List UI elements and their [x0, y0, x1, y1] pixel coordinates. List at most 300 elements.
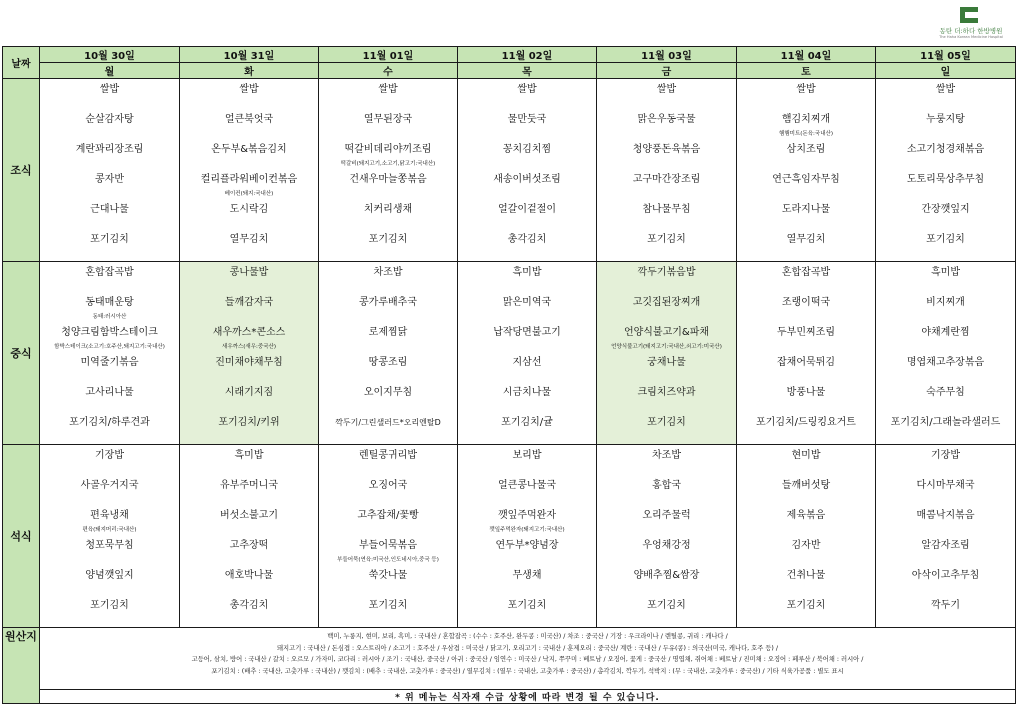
dish-name: 쌀밥 — [517, 84, 537, 95]
menu-cell — [458, 445, 597, 628]
dish-name: 김자반 — [791, 540, 821, 551]
dish-origin-note: 깻잎주먹완자(돼지고기:국내산) — [489, 527, 565, 533]
weekday-header-row — [3, 63, 1016, 79]
menu-item — [181, 139, 317, 169]
menu-item — [181, 382, 317, 412]
dish-name: 로제찜닭 — [368, 327, 408, 338]
menu-item — [738, 262, 874, 292]
dish-name: 온두부&볶음김치 — [211, 144, 287, 155]
date-header: 11월 03일 — [597, 47, 737, 63]
menu-item — [181, 229, 317, 259]
menu-item — [877, 139, 1014, 169]
menu-item — [320, 169, 456, 199]
dish-name: 포기김치/키위 — [218, 417, 280, 428]
dish-name: 기장밥 — [95, 450, 124, 461]
dish-name: 얼큰콩나물국 — [498, 480, 556, 491]
menu-item — [320, 79, 456, 109]
menu-item — [877, 79, 1014, 109]
dish-name: 지삼선 — [512, 357, 542, 368]
dish-name: 쑥갓나물 — [368, 570, 408, 581]
menu-item — [459, 595, 595, 625]
dish-name: 편육냉채 — [90, 510, 129, 521]
dish-name: 쌀밥 — [656, 84, 677, 95]
dish-name: 소고기청경채볶음 — [906, 144, 985, 155]
dish-name: 쌀밥 — [239, 84, 259, 95]
menu-item — [459, 535, 595, 565]
menu-cell — [876, 445, 1016, 628]
dish-name: 컬리플라워베이컨볶음 — [200, 174, 298, 185]
menu-cell — [737, 262, 876, 445]
dish-name: 누룽지탕 — [926, 114, 965, 125]
menu-item — [877, 565, 1014, 595]
menu-item — [598, 292, 735, 322]
menu-item — [320, 595, 456, 625]
origin-info — [40, 628, 1015, 677]
dish-name: 차조밥 — [373, 267, 403, 278]
menu-item — [738, 139, 874, 169]
dish-name: 시래기지짐 — [224, 387, 274, 398]
menu-item — [459, 505, 595, 535]
dish-name: 오징어국 — [368, 480, 408, 491]
dish-name: 청포묵무침 — [85, 540, 134, 551]
menu-item — [181, 169, 317, 199]
dish-name: 고추장떡 — [229, 540, 269, 551]
menu-item — [181, 352, 317, 382]
menu-item — [41, 505, 178, 535]
menu-cell — [40, 262, 180, 445]
dish-name: 알감자조림 — [921, 540, 970, 551]
menu-item — [598, 322, 735, 352]
lunch-label: 중식 — [3, 262, 40, 445]
menu-item — [41, 352, 178, 382]
menu-item — [181, 262, 317, 292]
menu-cell — [180, 79, 319, 262]
menu-item — [459, 445, 595, 475]
menu-item — [41, 535, 178, 565]
dish-name: 포기김치 — [507, 600, 547, 611]
dish-name: 보리밥 — [512, 450, 542, 461]
dish-name: 두부민찌조림 — [777, 327, 835, 338]
dish-name: 흑미밥 — [512, 267, 542, 278]
dish-name: 버섯소불고기 — [220, 510, 278, 521]
menu-item — [738, 322, 874, 352]
menu-item — [598, 229, 735, 259]
dish-name: 부들어묵볶음 — [359, 540, 417, 551]
menu-item — [181, 412, 317, 442]
menu-item — [598, 199, 735, 229]
dish-name: 포기김치 — [90, 600, 129, 611]
menu-item — [181, 292, 317, 322]
dish-name: 포기김치 — [90, 234, 129, 245]
menu-item — [877, 352, 1014, 382]
menu-item — [738, 229, 874, 259]
menu-item — [459, 475, 595, 505]
dish-name: 고추잡채/꽃빵 — [357, 510, 419, 521]
dish-name: 근대나물 — [90, 204, 129, 215]
dish-name: 숙주무침 — [926, 387, 965, 398]
menu-item — [41, 262, 178, 292]
menu-cell — [597, 262, 737, 445]
menu-item — [877, 262, 1014, 292]
weekday-header: 월 — [40, 63, 180, 79]
dish-name: 콩가루배추국 — [359, 297, 417, 308]
menu-item — [41, 565, 178, 595]
dish-name: 계란꽈리장조림 — [75, 144, 144, 155]
menu-item — [320, 109, 456, 139]
dish-name: 건취나물 — [786, 570, 826, 581]
menu-item — [41, 475, 178, 505]
menu-item — [459, 382, 595, 412]
menu-item — [598, 262, 735, 292]
breakfast-row — [3, 79, 1016, 262]
origin-line: 포기김치 : (배추 : 국내산, 고춧가루 : 국내산) / 깻김치 : (배추 : 국내산, 고춧가루 : 중국산) / 열무김치 : (열무 : 국내산, 고춧가루 : 중국산) / 총각김치, 깍두기, 석박지 : (무 : 국내산, 고춧가루 : 중국산) / 기타 식육가공품 : 별도 표시 — [211, 667, 844, 675]
dish-name: 건새우마늘쫑볶음 — [349, 174, 427, 185]
dish-name: 비지찌개 — [926, 297, 965, 308]
date-header: 10월 31일 — [180, 47, 319, 63]
dish-name: 연근흑임자무침 — [772, 174, 840, 185]
dish-name: 렌틸콩귀리밥 — [359, 450, 417, 461]
menu-item — [598, 382, 735, 412]
dish-name: 명엽채고추장볶음 — [906, 357, 985, 368]
dish-origin-note: 언양식불고기(돼지고기:국내산,쇠고기:미국산) — [611, 344, 722, 350]
dish-name: 기장밥 — [931, 450, 960, 461]
dish-name: 얼큰북엇국 — [224, 114, 274, 125]
origin-row — [3, 628, 1016, 690]
dish-name: 홍합국 — [652, 480, 681, 491]
menu-item — [41, 109, 178, 139]
menu-item — [459, 292, 595, 322]
dish-name: 깍두기/그린샐러드*오리엔탈D — [335, 418, 441, 427]
menu-item — [41, 169, 178, 199]
menu-item — [877, 412, 1014, 442]
menu-item — [320, 535, 456, 565]
date-corner-label: 날짜 — [3, 47, 40, 79]
dish-name: 총각김치 — [229, 600, 269, 611]
origin-label: 원산지 — [3, 628, 40, 704]
menu-item — [877, 169, 1014, 199]
dish-name: 열무김치 — [229, 234, 269, 245]
dish-name: 진미채야채무침 — [215, 357, 283, 368]
dish-name: 포기김치/그래놀라샐러드 — [890, 417, 1001, 428]
dish-name: 미역줄기볶음 — [80, 357, 139, 368]
date-header: 11월 04일 — [737, 47, 876, 63]
dish-name: 포기김치 — [368, 234, 408, 245]
dish-name: 참나물무침 — [642, 204, 691, 215]
menu-item — [320, 565, 456, 595]
menu-item — [181, 79, 317, 109]
dish-name: 새우까스*콘소스 — [212, 327, 286, 338]
dish-name: 흑미밥 — [931, 267, 960, 278]
dish-name: 아삭이고추무침 — [911, 570, 980, 581]
menu-item — [738, 565, 874, 595]
menu-item — [598, 352, 735, 382]
menu-item — [41, 292, 178, 322]
dish-name: 들깨버섯탕 — [781, 480, 831, 491]
date-header: 11월 01일 — [319, 47, 458, 63]
dish-name: 쌀밥 — [99, 84, 120, 95]
menu-item — [738, 199, 874, 229]
lunch-row — [3, 262, 1016, 445]
dish-name: 크림치즈약과 — [637, 387, 696, 398]
menu-cell — [876, 79, 1016, 262]
menu-item — [877, 229, 1014, 259]
date-header: 11월 05일 — [876, 47, 1016, 63]
dish-name: 납작당면불고기 — [493, 327, 561, 338]
weekday-header: 목 — [458, 63, 597, 79]
dish-name: 맑은우동국물 — [637, 114, 696, 125]
menu-item — [877, 199, 1014, 229]
dish-name: 흑미밥 — [234, 450, 264, 461]
menu-item — [598, 445, 735, 475]
dish-name: 얼갈이겉절이 — [498, 204, 556, 215]
menu-item — [181, 595, 317, 625]
dish-origin-note: 떡갈비(돼지고기,소고기,닭고기:국내산) — [340, 161, 436, 167]
menu-cell — [876, 262, 1016, 445]
menu-item — [877, 292, 1014, 322]
dish-name: 동태매운탕 — [85, 297, 134, 308]
menu-item — [41, 322, 178, 352]
menu-item — [738, 535, 874, 565]
menu-item — [459, 109, 595, 139]
dish-origin-note: 햄햄미트(돈육:국내산) — [779, 131, 833, 137]
dish-origin-note: 베이컨(돼지:국내산) — [224, 191, 274, 197]
dish-name: 땅콩조림 — [368, 357, 408, 368]
breakfast-label: 조식 — [3, 79, 40, 262]
weekday-header: 일 — [876, 63, 1016, 79]
menu-item — [41, 595, 178, 625]
dish-name: 연두부*양념장 — [495, 540, 559, 551]
date-header: 11월 02일 — [458, 47, 597, 63]
dish-name: 포기김치 — [926, 234, 965, 245]
dish-name: 양념깻잎지 — [85, 570, 134, 581]
menu-item — [320, 352, 456, 382]
dish-origin-note: 새우까스(새우:중국산) — [222, 344, 276, 350]
dish-name: 햄김치찌개 — [781, 114, 831, 125]
menu-item — [320, 262, 456, 292]
menu-item — [181, 565, 317, 595]
dish-name: 쌀밥 — [378, 84, 398, 95]
hospital-name-english: The Haha Korean Medicine Hospital — [939, 35, 1003, 39]
menu-item — [181, 109, 317, 139]
menu-item — [738, 352, 874, 382]
origin-line: 고등어, 삼치, 방어 : 국내산 / 갈치 : 오르모 / 가자미, 코다리 : 러시아 / 조기 : 국내산, 중국산 / 아귀 : 중국산 / 임연수 : 미국산 / 낙지, 쭈꾸미 : 베트남 / 오징어, 꽃게 : 중국산 / 명엽채, 쥐어채 : 베트남 / 진미채 : 오징어 : 페루산 / 북어채 : 러시아 / — [191, 656, 864, 663]
menu-item — [459, 412, 595, 442]
menu-item — [598, 79, 735, 109]
menu-item — [459, 199, 595, 229]
menu-item — [181, 445, 317, 475]
menu-item — [877, 322, 1014, 352]
menu-item — [877, 535, 1014, 565]
menu-item — [41, 445, 178, 475]
menu-item — [598, 505, 735, 535]
origin-line: 돼지고기 : 국내산 / 돈심겹 : 오스트리아 / 소고기 : 호주산 / 우삼겹 : 미국산 / 닭고기, 오리고기 : 국내산 / 훈제오리 : 중국산/ 계란 : 국내산 / 두유(콩) : 의국산(미국, 캐나다, 호주 등) / — [276, 644, 779, 652]
weekday-header: 금 — [597, 63, 737, 79]
dish-name: 청양크림함박스테이크 — [61, 327, 158, 338]
menu-item — [877, 445, 1014, 475]
dish-name: 애호박나물 — [224, 570, 274, 581]
menu-item — [738, 169, 874, 199]
dish-origin-note: 동태:러시아산 — [92, 314, 127, 320]
menu-item — [738, 412, 874, 442]
dish-name: 새송이버섯조림 — [493, 174, 561, 185]
dish-name: 혼합잡곡밥 — [781, 267, 831, 278]
dish-name: 사골우거지국 — [80, 480, 139, 491]
dish-name: 포기김치 — [647, 417, 686, 428]
menu-item — [181, 199, 317, 229]
dish-name: 쌀밥 — [796, 84, 816, 95]
menu-item — [320, 229, 456, 259]
menu-item — [738, 292, 874, 322]
menu-item — [738, 445, 874, 475]
menu-item — [598, 412, 735, 442]
dish-name: 현미밥 — [791, 450, 821, 461]
dish-name: 다시마무채국 — [916, 480, 975, 491]
menu-item — [320, 382, 456, 412]
dish-name: 도시락김 — [229, 204, 269, 215]
dish-name: 조랭이떡국 — [781, 297, 831, 308]
dish-name: 치커리생채 — [363, 204, 413, 215]
dish-name: 매콤낙지볶음 — [916, 510, 975, 521]
menu-item — [320, 292, 456, 322]
menu-item — [877, 382, 1014, 412]
dish-name: 유부주머니국 — [220, 480, 278, 491]
dish-origin-note: 부들어묵(연육:미국산,인도네시아,중국 등) — [337, 557, 439, 563]
dish-name: 시금치나물 — [502, 387, 552, 398]
menu-item — [181, 475, 317, 505]
menu-item — [459, 322, 595, 352]
dish-name: 차조밥 — [652, 450, 681, 461]
dish-name: 포기김치 — [368, 600, 408, 611]
dish-name: 열무김치 — [786, 234, 826, 245]
origin-info-cell — [40, 628, 1016, 690]
menu-item — [738, 595, 874, 625]
menu-item — [41, 382, 178, 412]
dish-name: 포기김치/귤 — [501, 417, 553, 428]
menu-item — [320, 475, 456, 505]
dish-name: 콩나물밥 — [229, 267, 269, 278]
dish-origin-note: 편육(돼지머리:국내산) — [82, 527, 137, 533]
menu-item — [598, 139, 735, 169]
menu-item — [41, 139, 178, 169]
menu-item — [738, 109, 874, 139]
menu-cell — [40, 79, 180, 262]
hospital-logo-icon — [959, 6, 979, 24]
menu-item — [877, 595, 1014, 625]
menu-item — [738, 79, 874, 109]
dish-name: 깍두기볶음밥 — [637, 267, 696, 278]
menu-cell — [737, 445, 876, 628]
menu-item — [738, 475, 874, 505]
menu-item — [181, 322, 317, 352]
dish-name: 포기김치/하루견과 — [69, 417, 150, 428]
menu-item — [181, 535, 317, 565]
dish-name: 포기김치 — [647, 600, 686, 611]
menu-item — [320, 412, 456, 442]
menu-item — [877, 475, 1014, 505]
hospital-logo — [927, 4, 1015, 44]
dish-name: 방풍나물 — [786, 387, 826, 398]
dish-name: 포기김치 — [786, 600, 826, 611]
dish-name: 삼치조림 — [786, 144, 826, 155]
menu-item — [320, 199, 456, 229]
menu-item — [738, 382, 874, 412]
dish-name: 포기김치/드링킹요거트 — [756, 417, 856, 428]
dish-name: 들깨감자국 — [224, 297, 274, 308]
menu-cell — [458, 79, 597, 262]
dish-name: 도토리묵상추무침 — [906, 174, 985, 185]
date-header: 10월 30일 — [40, 47, 180, 63]
menu-item — [459, 262, 595, 292]
menu-cell — [180, 445, 319, 628]
dish-name: 잡채어묵튀김 — [777, 357, 835, 368]
dish-name: 꽁치김치찜 — [502, 144, 552, 155]
dish-name: 쌀밥 — [935, 84, 956, 95]
dish-name: 포기김치 — [647, 234, 686, 245]
dish-name: 고깃집된장찌개 — [632, 297, 701, 308]
dish-name: 고사리나물 — [85, 387, 134, 398]
menu-item — [598, 169, 735, 199]
menu-item — [598, 535, 735, 565]
dish-name: 청양풍돈육볶음 — [632, 144, 701, 155]
dish-name: 오리주물럭 — [642, 510, 691, 521]
dish-origin-note: 함박스테이크(소고기:호주산,돼지고기:국내산) — [54, 344, 165, 350]
dish-name: 물만둣국 — [507, 114, 547, 125]
menu-item — [41, 229, 178, 259]
dish-name: 맑은미역국 — [502, 297, 552, 308]
menu-item — [459, 229, 595, 259]
dish-name: 혼합잡곡밥 — [85, 267, 134, 278]
dish-name: 콩자반 — [95, 174, 124, 185]
menu-item — [320, 505, 456, 535]
dish-name: 순살감자탕 — [85, 114, 134, 125]
menu-item — [459, 169, 595, 199]
menu-item — [598, 565, 735, 595]
menu-item — [459, 139, 595, 169]
dish-name: 깻잎주먹완자 — [498, 510, 556, 521]
menu-item — [41, 79, 178, 109]
menu-item — [459, 79, 595, 109]
dish-name: 오이지무침 — [363, 387, 413, 398]
menu-cell — [40, 445, 180, 628]
menu-cell — [458, 262, 597, 445]
dinner-label: 석식 — [3, 445, 40, 628]
hospital-name: 동탄 더:하다 한방병원 — [939, 27, 1003, 35]
dish-name: 무생채 — [512, 570, 542, 581]
menu-cell — [597, 445, 737, 628]
menu-cell — [319, 445, 458, 628]
dinner-row — [3, 445, 1016, 628]
menu-item — [598, 109, 735, 139]
menu-cell — [597, 79, 737, 262]
menu-item — [41, 199, 178, 229]
menu-item — [738, 505, 874, 535]
dish-name: 고구마간장조림 — [632, 174, 701, 185]
dish-name: 총각김치 — [507, 234, 547, 245]
menu-item — [459, 565, 595, 595]
dish-name: 열무된장국 — [363, 114, 413, 125]
dish-name: 도라지나물 — [781, 204, 831, 215]
dish-name: 언양식불고기&파채 — [623, 327, 710, 338]
menu-item — [877, 505, 1014, 535]
menu-item — [598, 475, 735, 505]
menu-item — [41, 412, 178, 442]
weekday-header: 화 — [180, 63, 319, 79]
dish-name: 우엉채강정 — [642, 540, 691, 551]
dish-name: 떡갈비데리야끼조림 — [344, 144, 432, 155]
menu-change-notice: * 위 메뉴는 식자재 수급 상황에 따라 변경 될 수 있습니다. — [40, 690, 1016, 704]
origin-line: 백미, 누룽지, 현미, 보리, 흑미, : 국내산 / 혼합잡곡 : (수수 : 호주산, 완두콩 : 미국산) / 차조 : 중국산 / 기장 : 우크라이나 / 렌틸콩, 귀리 : 캐나다 / — [327, 633, 728, 640]
menu-item — [181, 505, 317, 535]
